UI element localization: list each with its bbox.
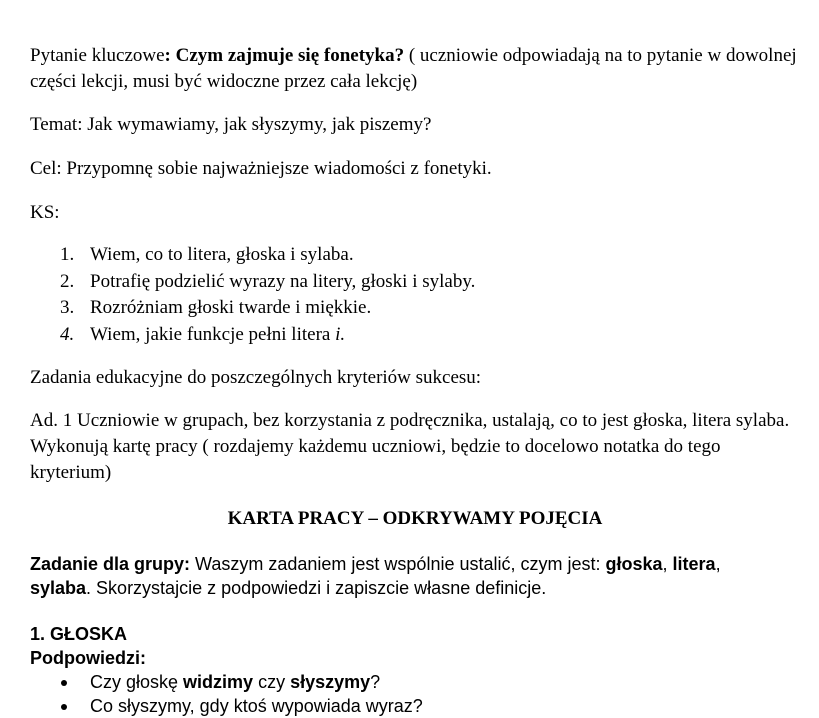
term-sylaba: sylaba [30, 578, 87, 598]
list-item-text: Wiem, co to litera, głoska i sylaba. [90, 244, 354, 265]
hints-label: Podpowiedzi: [30, 648, 146, 668]
list-item-text: Rozróżniam głoski twarde i miękkie. [90, 297, 372, 318]
list-item-number: 2. [60, 270, 75, 292]
lesson-topic: Temat: Jak wymawiamy, jak słyszymy, jak piszemy? [30, 114, 432, 135]
list-item-number: 3. [60, 297, 75, 318]
lesson-goal: Cel: Przypomnę sobie najważniejsze wiadomości z fonetyki. [30, 158, 492, 179]
group-task-label: Zadanie dla grupy: [30, 554, 191, 574]
list-item-text: Potrafię podzielić wyrazy na litery, głoski i sylaby. [90, 270, 476, 292]
list-item-emphasis: i. [335, 323, 346, 345]
list-item [30, 322, 800, 349]
hint-text: ? [370, 672, 381, 692]
hint-emphasis: widzimy [183, 672, 254, 692]
section-heading: 1. GŁOSKA [30, 624, 128, 644]
group-task-text: Waszym zadaniem jest wspólnie ustalić, czym jest: [190, 554, 606, 574]
group-task [30, 552, 800, 600]
list-item [30, 670, 800, 694]
hint-text: Co słyszymy, gdy ktoś wypowiada wyraz? [90, 696, 423, 716]
key-question-note: ( uczniowie odpowiadają na to pytanie w dowolnej części lekcji, musi być widoczne przez cała lekcję) [30, 45, 797, 92]
key-question [30, 43, 800, 95]
separator: , [662, 554, 673, 574]
key-question-text: : Czym zajmuje się fonetyka? [164, 45, 405, 66]
worksheet-body [30, 552, 800, 718]
list-item [30, 242, 800, 269]
tasks-intro: Zadania edukacyjne do poszczególnych kryteriów sukcesu: [30, 367, 482, 388]
success-criteria-list [30, 242, 800, 348]
list-item [30, 269, 800, 296]
list-item [30, 694, 800, 718]
worksheet-title: KARTA PRACY – ODKRYWAMY POJĘCIA [227, 508, 603, 529]
hint-text: czy [253, 672, 291, 692]
list-item [30, 295, 800, 322]
group-task-tail: . Skorzystajcie z podpowiedzi i zapiszcie własne definicje. [86, 578, 547, 598]
list-item-number: 4. [60, 323, 75, 345]
key-question-label: Pytanie kluczowe [30, 45, 165, 66]
list-item-number: 1. [60, 244, 75, 265]
term-litera: litera [672, 554, 716, 574]
term-gloska: głoska [605, 554, 663, 574]
hints-list [30, 670, 800, 718]
hint-emphasis: słyszymy [290, 672, 371, 692]
list-item-text: Wiem, jakie funkcje pełni litera [90, 323, 336, 345]
ks-label: KS: [30, 202, 60, 223]
hint-text: Czy głoskę [90, 672, 184, 692]
document-page [30, 43, 800, 718]
separator: , [715, 554, 721, 574]
ad1-paragraph: Ad. 1 Uczniowie w grupach, bez korzystania z podręcznika, ustalają, co to jest głoska, litera sylaba. Wykonują kartę pracy ( rozdajemy każdemu uczniowi, będzie to docelowo notatka do tego kryterium) [30, 410, 790, 483]
